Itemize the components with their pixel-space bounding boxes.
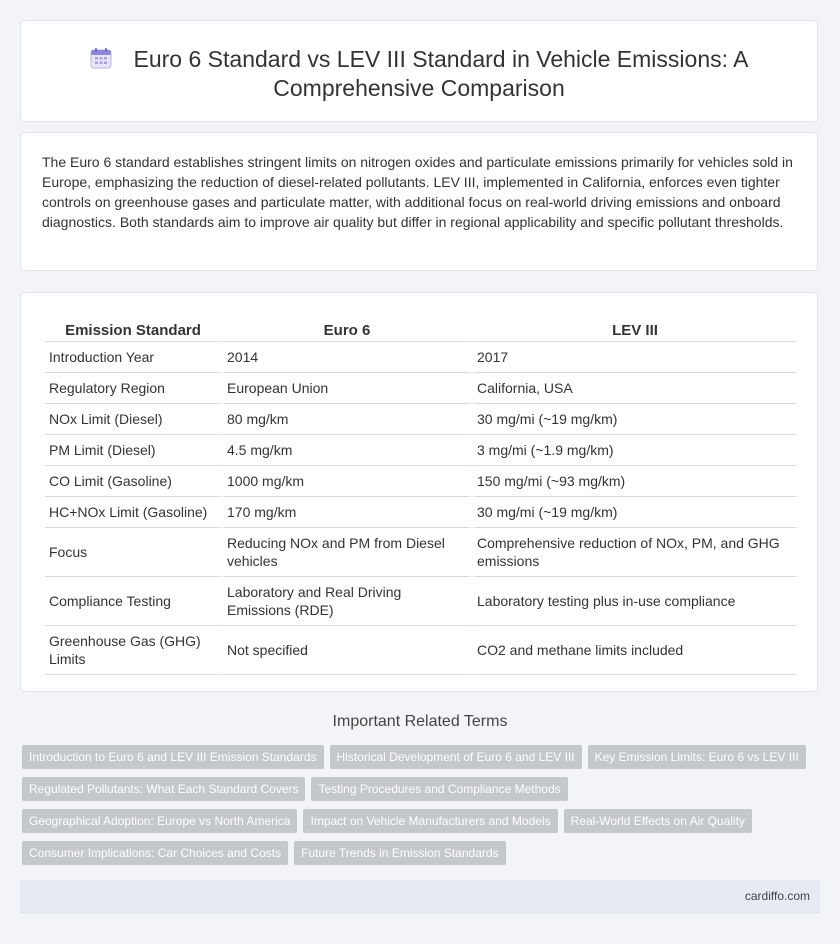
table-row	[45, 342, 797, 373]
title-line-2: Comprehensive Comparison	[273, 75, 565, 101]
row-label: Greenhouse Gas (GHG) Limits	[45, 626, 221, 675]
euro6-value: 170 mg/km	[223, 497, 471, 528]
term-tag[interactable]: Historical Development of Euro 6 and LEV III	[330, 745, 582, 769]
term-tag[interactable]: Geographical Adoption: Europe vs North America	[22, 809, 297, 833]
title-line-1: Euro 6 Standard vs LEV III Standard in Vehicle Emissions: A	[133, 46, 749, 72]
row-label: Regulatory Region	[45, 373, 221, 404]
footer	[20, 880, 820, 914]
related-terms-list	[22, 745, 812, 865]
lev3-value: Laboratory testing plus in-use compliance	[473, 577, 797, 626]
term-tag[interactable]: Key Emission Limits: Euro 6 vs LEV III	[588, 745, 806, 769]
term-tag[interactable]: Real-World Effects on Air Quality	[564, 809, 752, 833]
term-tag[interactable]: Future Trends in Emission Standards	[294, 841, 505, 865]
table-header-row	[45, 313, 797, 342]
euro6-value: 80 mg/km	[223, 404, 471, 435]
euro6-value: 2014	[223, 342, 471, 373]
term-tag[interactable]: Introduction to Euro 6 and LEV III Emission Standards	[22, 745, 324, 769]
table-row	[45, 435, 797, 466]
row-label: Focus	[45, 528, 221, 577]
page-title	[21, 45, 817, 103]
table-row	[45, 528, 797, 577]
euro6-value: Not specified	[223, 626, 471, 675]
lev3-value: 150 mg/mi (~93 mg/km)	[473, 466, 797, 497]
intro-paragraph: The Euro 6 standard establishes stringent limits on nitrogen oxides and particulate emissions primarily for vehicles sold in Europe, emphasizing the reduction of diesel-related pollutants. LEV III, implemented in California, enforces even tighter controls on greenhouse gases and particulate matter, with additional focus on real-world driving emissions and onboard diagnostics. Both standards aim to improve air quality but differ in regional applicability and specific pollutant thresholds.	[42, 154, 793, 230]
table-row	[45, 577, 797, 626]
lev3-value: Comprehensive reduction of NOx, PM, and GHG emissions	[473, 528, 797, 577]
lev3-value: 3 mg/mi (~1.9 mg/km)	[473, 435, 797, 466]
euro6-value: 1000 mg/km	[223, 466, 471, 497]
footer-site-name[interactable]: cardiffo.com	[744, 889, 810, 903]
table-row	[45, 373, 797, 404]
lev3-value: 30 mg/mi (~19 mg/km)	[473, 497, 797, 528]
calendar-icon	[90, 47, 112, 69]
row-label: CO Limit (Gasoline)	[45, 466, 221, 497]
row-label: Introduction Year	[45, 342, 221, 373]
comparison-table	[43, 313, 799, 675]
header-emission-standard: Emission Standard	[45, 313, 221, 342]
lev3-value: 30 mg/mi (~19 mg/km)	[473, 404, 797, 435]
comparison-table-card	[20, 292, 818, 692]
term-tag[interactable]: Impact on Vehicle Manufacturers and Models	[303, 809, 557, 833]
lev3-value: 2017	[473, 342, 797, 373]
row-label: Compliance Testing	[45, 577, 221, 626]
title-card	[20, 20, 818, 122]
lev3-value: California, USA	[473, 373, 797, 404]
header-lev-iii: LEV III	[473, 313, 797, 342]
euro6-value: European Union	[223, 373, 471, 404]
row-label: NOx Limit (Diesel)	[45, 404, 221, 435]
euro6-value: 4.5 mg/km	[223, 435, 471, 466]
lev3-value: CO2 and methane limits included	[473, 626, 797, 675]
table-row	[45, 404, 797, 435]
term-tag[interactable]: Regulated Pollutants: What Each Standard Covers	[22, 777, 305, 801]
table-row	[45, 497, 797, 528]
euro6-value: Laboratory and Real Driving Emissions (RDE)	[223, 577, 471, 626]
term-tag[interactable]: Testing Procedures and Compliance Methods	[311, 777, 567, 801]
term-tag[interactable]: Consumer Implications: Car Choices and Costs	[22, 841, 288, 865]
header-euro-6: Euro 6	[223, 313, 471, 342]
intro-card	[20, 132, 818, 271]
euro6-value: Reducing NOx and PM from Diesel vehicles	[223, 528, 471, 577]
row-label: PM Limit (Diesel)	[45, 435, 221, 466]
related-terms-heading: Important Related Terms	[332, 713, 508, 730]
table-row	[45, 626, 797, 675]
table-row	[45, 466, 797, 497]
row-label: HC+NOx Limit (Gasoline)	[45, 497, 221, 528]
